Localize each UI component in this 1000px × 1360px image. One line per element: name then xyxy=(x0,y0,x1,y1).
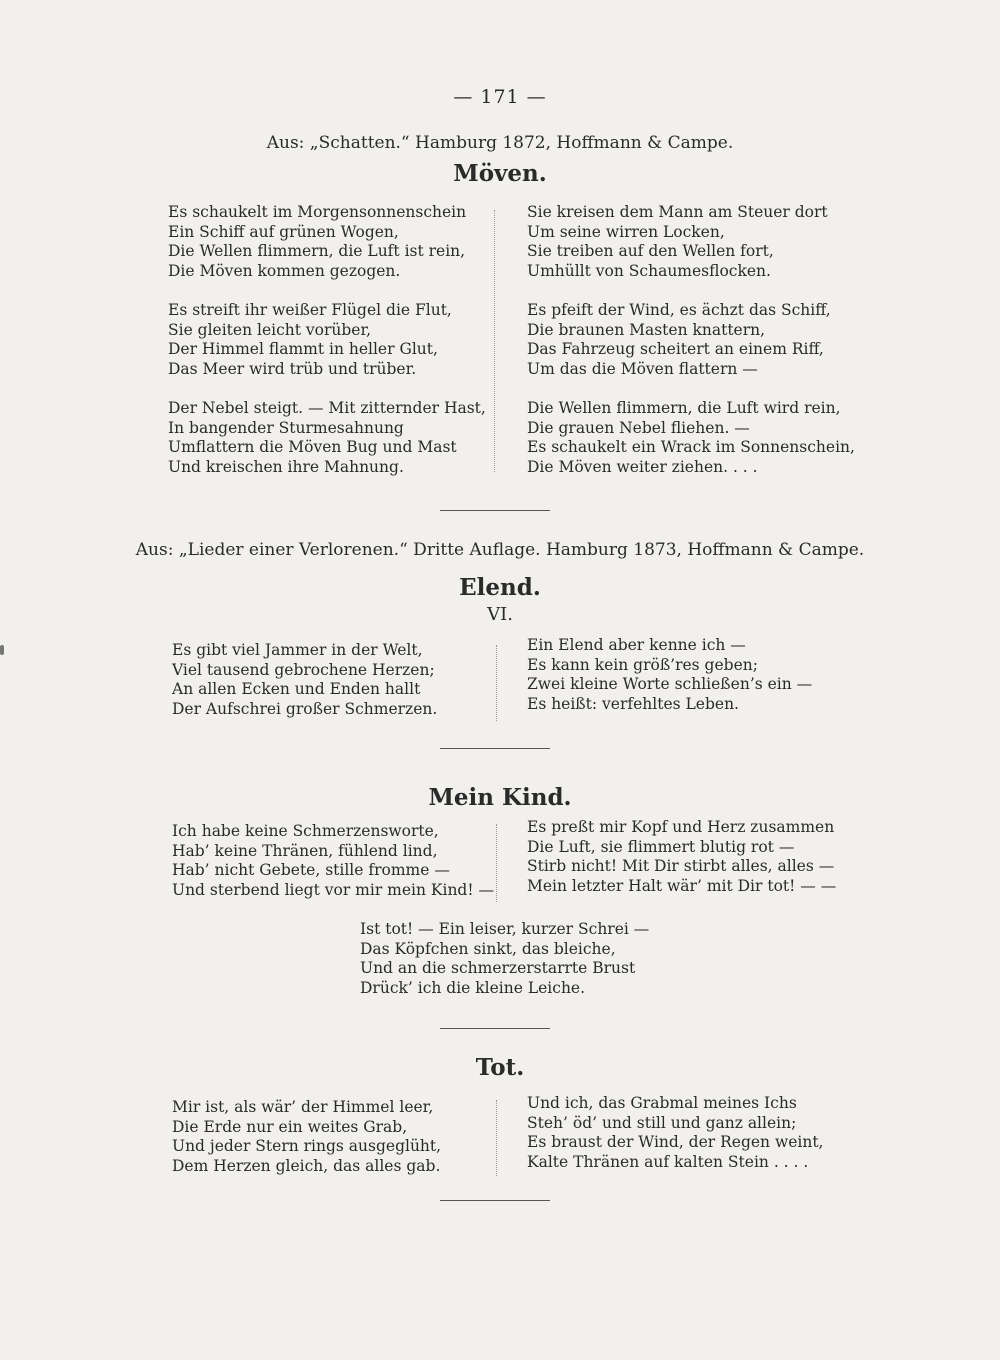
verse-line: Es preßt mir Kopf und Herz zusammen xyxy=(527,818,835,836)
column-separator xyxy=(496,824,503,902)
verse-line: Es gibt viel Jammer in der Welt, xyxy=(172,641,423,659)
poem-title-elend: Elend. xyxy=(459,574,541,601)
verse-line: Steh’ öd’ und still und ganz allein; xyxy=(527,1113,797,1132)
verse-line: Umflattern die Möven Bug und Mast xyxy=(168,438,457,457)
verse-line: Stirb nicht! Mit Dir stirbt alles, alles — xyxy=(527,857,835,876)
poem-title-tot: Tot. xyxy=(475,1054,525,1081)
verse-line: Die Wellen flimmern, die Luft wird rein, xyxy=(527,398,841,417)
verse-line: Es kann kein größ’res geben; xyxy=(527,655,758,674)
verse-line: Die Möven weiter ziehen. . . . xyxy=(527,457,758,476)
verse-line: Sie kreisen dem Mann am Steuer dort xyxy=(527,203,828,221)
verse-line: Es braust der Wind, der Regen weint, xyxy=(527,1133,824,1152)
poem-elend-right-column xyxy=(527,636,857,714)
source-line-lieder: Aus: „Lieder einer Verlorenen.“ Dritte Auflage. Hamburg 1873, Hoffmann & Campe. xyxy=(135,540,865,560)
poem-title-mein-kind: Mein Kind. xyxy=(428,784,572,811)
column-separator xyxy=(496,1100,503,1176)
verse-line: In bangender Sturmesahnung xyxy=(168,418,404,437)
verse-line: Ist tot! — Ein leiser, kurzer Schrei — xyxy=(360,920,650,938)
verse-line: Die Luft, sie flimmert blutig rot — xyxy=(527,837,795,856)
column-separator xyxy=(496,645,503,721)
verse-line: Ich habe keine Schmerzensworte, xyxy=(172,822,439,840)
verse-line: Das Fahrzeug scheitert an einem Riff, xyxy=(527,340,824,359)
source-line-schatten: Aus: „Schatten.“ Hamburg 1872, Hoffmann & Campe. xyxy=(266,133,734,153)
verse-line: Umhüllt von Schaumesflocken. xyxy=(527,261,771,280)
poem-elend-left-column xyxy=(172,641,502,719)
verse-line: Ein Schiff auf grünen Wogen, xyxy=(168,222,399,241)
poem-title-moeven: Möven. xyxy=(453,160,547,187)
verse-line: Das Köpfchen sinkt, das bleiche, xyxy=(360,939,616,958)
verse-line: Die Erde nur ein weites Grab, xyxy=(172,1117,408,1136)
poem-mein-kind-right-column xyxy=(527,818,847,896)
verse-line: Kalte Thränen auf kalten Stein . . . . xyxy=(527,1152,809,1171)
poem-moeven-right-column xyxy=(527,203,857,477)
verse-line: Es streift ihr weißer Flügel die Flut, xyxy=(168,300,452,319)
verse-line: An allen Ecken und Enden hallt xyxy=(172,680,421,699)
verse-line: Mein letzter Halt wär’ mit Dir tot! — — xyxy=(527,876,837,895)
verse-line: Die Möven kommen gezogen. xyxy=(168,261,401,280)
verse-line: Es schaukelt im Morgensonnenschein xyxy=(168,203,467,221)
verse-line: Und sterbend liegt vor mir mein Kind! — xyxy=(172,880,495,899)
verse-line: Zwei kleine Worte schließen’s ein — xyxy=(527,675,813,694)
verse-line: Hab’ keine Thränen, fühlend lind, xyxy=(172,841,438,860)
poem-subtitle-roman-six: VI. xyxy=(487,604,513,625)
column-separator xyxy=(494,210,501,472)
poem-tot-left-column xyxy=(172,1098,502,1176)
verse-line: Um das die Möven flattern — xyxy=(527,359,758,378)
section-divider xyxy=(440,510,550,511)
verse-line: Dem Herzen gleich, das alles gab. xyxy=(172,1156,441,1175)
verse-line: Die braunen Masten knattern, xyxy=(527,320,766,339)
verse-line: Die grauen Nebel fliehen. — xyxy=(527,418,750,437)
poem-moeven-left-column xyxy=(168,203,498,477)
verse-line: Hab’ nicht Gebete, stille fromme — xyxy=(172,861,450,880)
verse-line: Es heißt: verfehltes Leben. xyxy=(527,694,739,713)
poem-mein-kind-left-column xyxy=(172,822,502,900)
verse-line: Es schaukelt ein Wrack im Sonnenschein, xyxy=(527,438,855,457)
margin-mark xyxy=(0,645,4,655)
verse-line: Und jeder Stern rings ausgeglüht, xyxy=(172,1137,442,1156)
verse-line: Das Meer wird trüb und trüber. xyxy=(168,359,417,378)
verse-line: Sie treiben auf den Wellen fort, xyxy=(527,242,774,261)
section-divider xyxy=(440,1028,550,1029)
poem-tot-right-column xyxy=(527,1094,857,1172)
poem-mein-kind-final-stanza xyxy=(360,920,690,998)
verse-line: Die Wellen flimmern, die Luft ist rein, xyxy=(168,242,466,261)
verse-line: Drück’ ich die kleine Leiche. xyxy=(360,978,586,997)
verse-line: Der Himmel flammt in heller Glut, xyxy=(168,340,438,359)
verse-line: Und kreischen ihre Mahnung. xyxy=(168,457,404,476)
section-divider xyxy=(440,1200,550,1201)
verse-line: Viel tausend gebrochene Herzen; xyxy=(172,660,435,679)
verse-line: Mir ist, als wär’ der Himmel leer, xyxy=(172,1098,434,1116)
verse-line: Und ich, das Grabmal meines Ichs xyxy=(527,1094,797,1112)
page-number: — 171 — xyxy=(453,86,547,108)
verse-line: Ein Elend aber kenne ich — xyxy=(527,636,746,654)
verse-line: Es pfeift der Wind, es ächzt das Schiff, xyxy=(527,300,831,319)
verse-line: Sie gleiten leicht vorüber, xyxy=(168,320,372,339)
verse-line: Und an die schmerzerstarrte Brust xyxy=(360,959,636,978)
verse-line: Der Nebel steigt. — Mit zitternder Hast, xyxy=(168,398,486,417)
section-divider xyxy=(440,748,550,749)
verse-line: Um seine wirren Locken, xyxy=(527,222,725,241)
verse-line: Der Aufschrei großer Schmerzen. xyxy=(172,699,438,718)
